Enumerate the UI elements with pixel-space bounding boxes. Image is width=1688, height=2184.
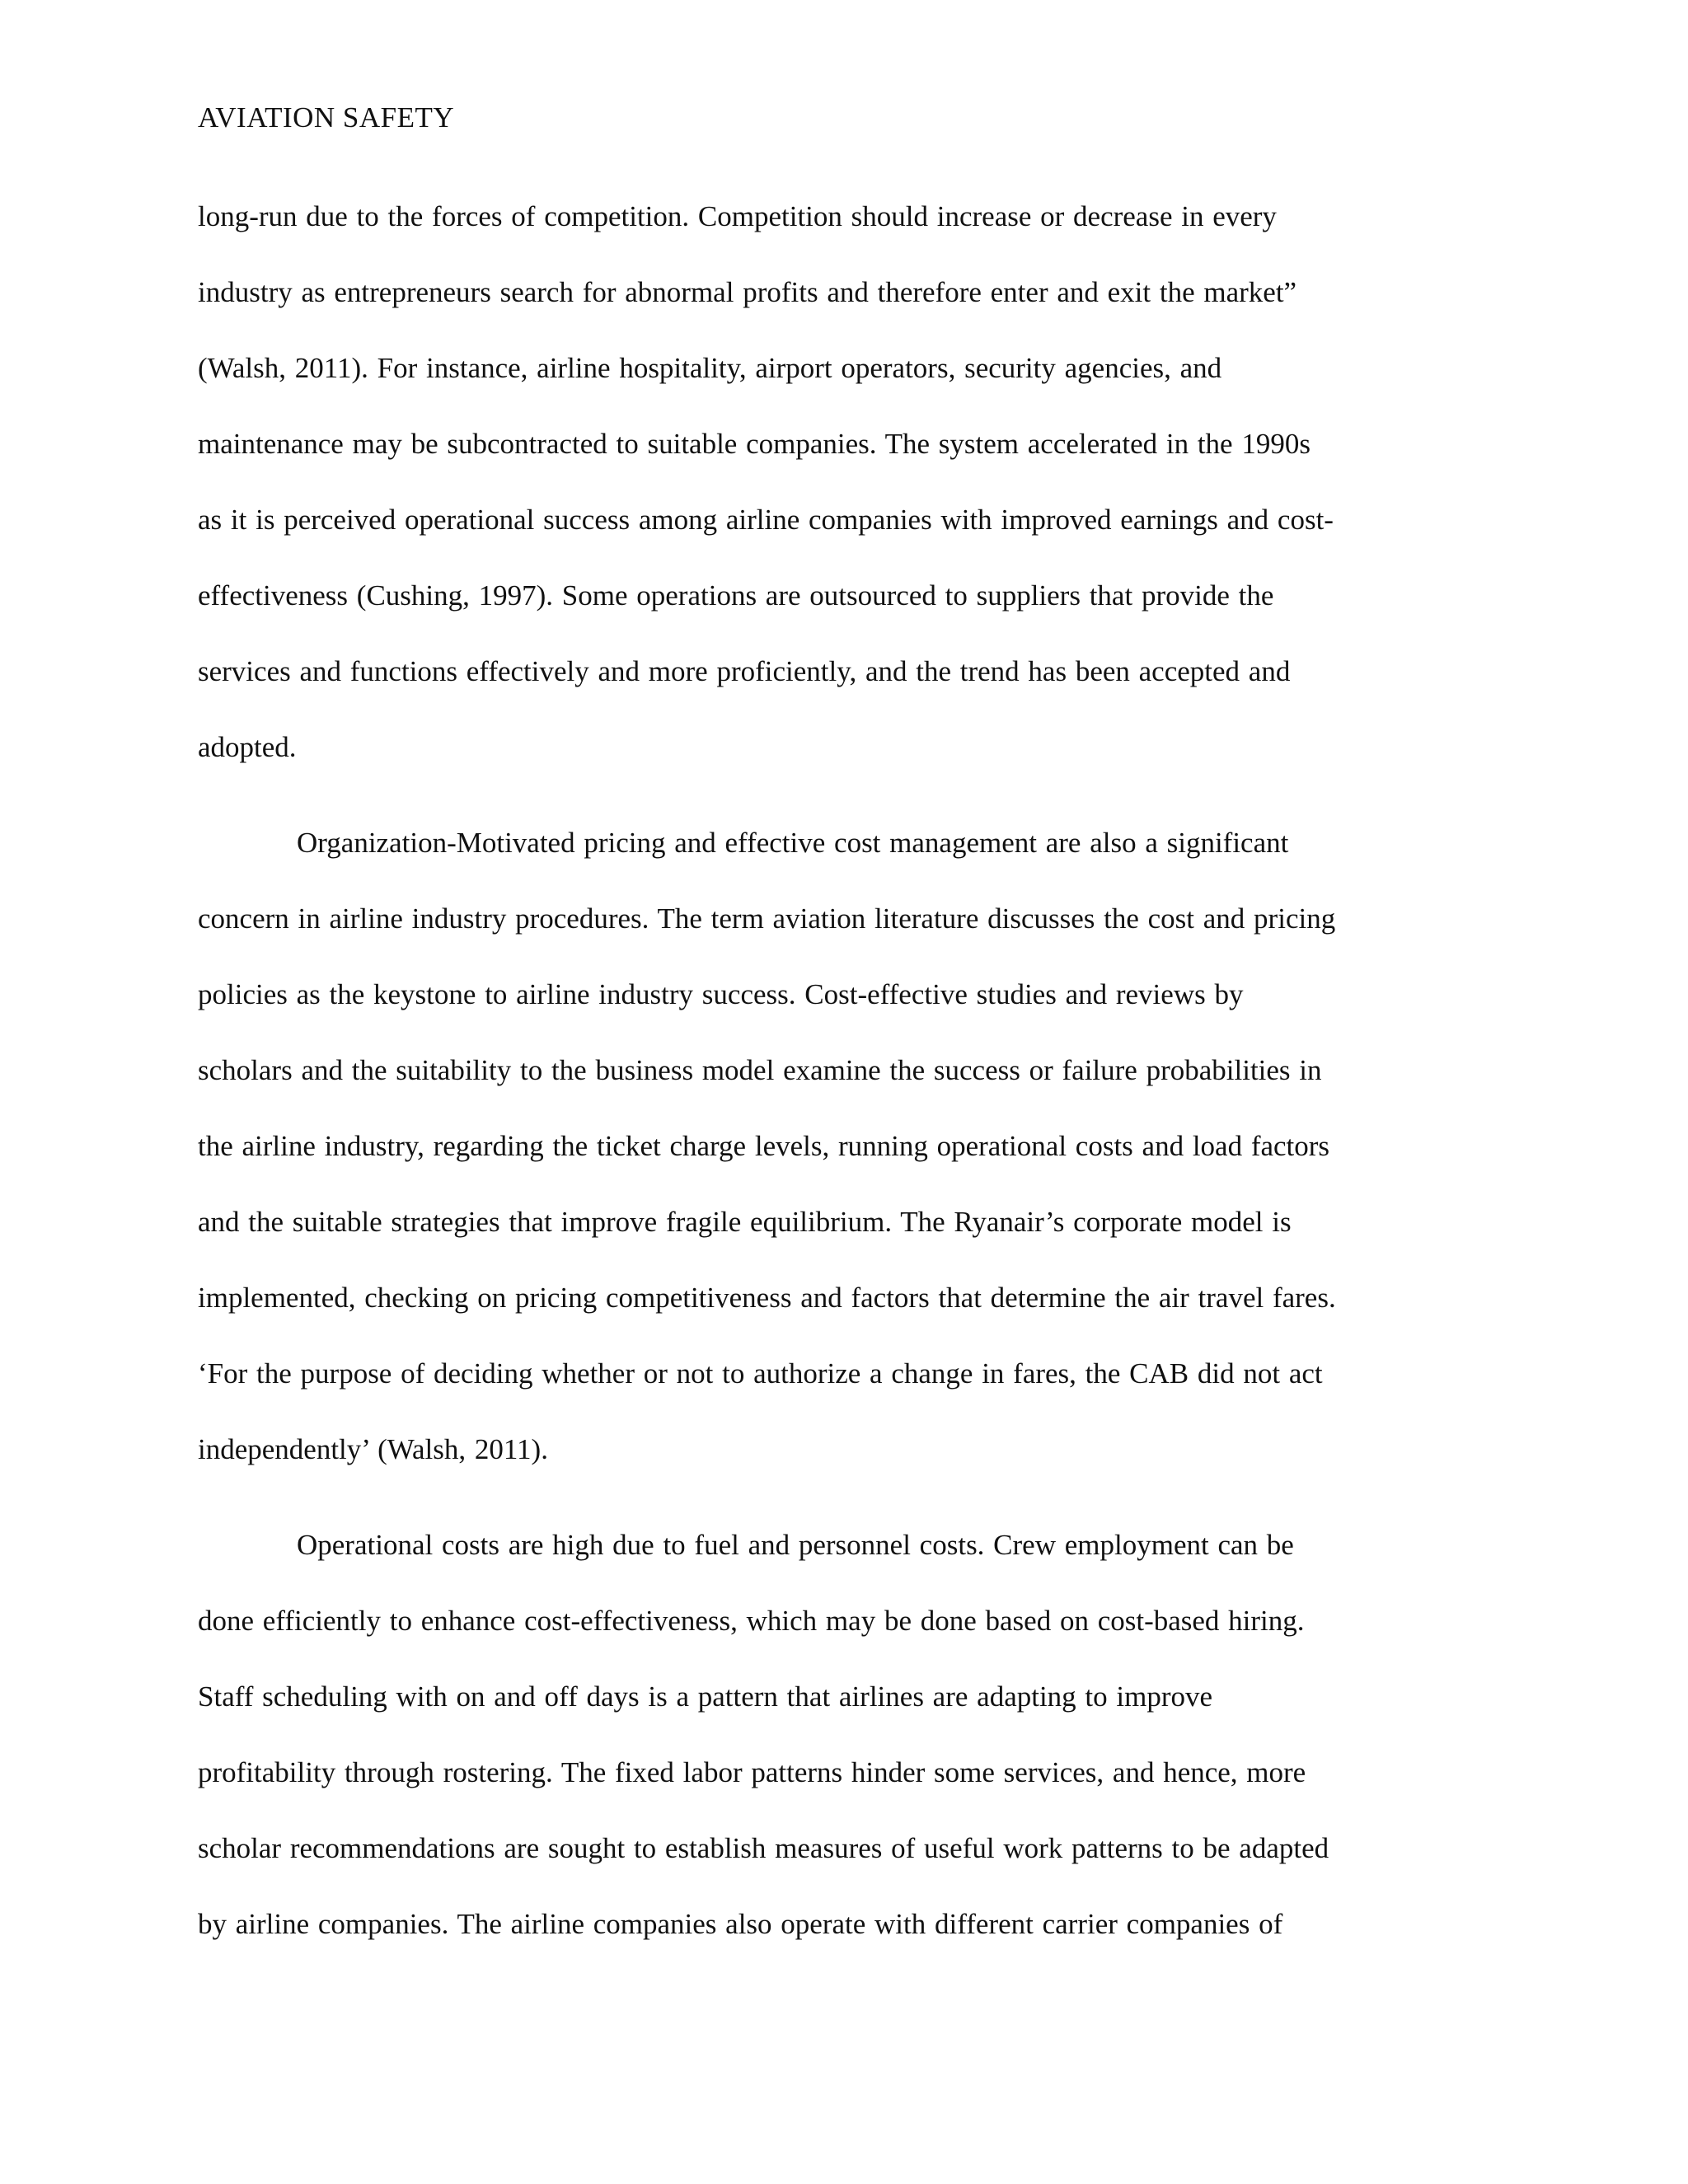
paragraph-line: by airline companies. The airline companies also operate with different carrier companies of <box>198 1908 1283 1940</box>
paragraph-line: adopted. <box>198 731 297 763</box>
paragraph-line: implemented, checking on pricing competitiveness and factors that determine the air travel fares. <box>198 1282 1336 1314</box>
paragraph-line: scholars and the suitability to the business model examine the success or failure probabilities in <box>198 1054 1322 1086</box>
running-head: AVIATION SAFETY <box>198 101 455 134</box>
paragraph-line: profitability through rostering. The fixed labor patterns hinder some services, and hence, more <box>198 1756 1306 1788</box>
paragraph-line: independently’ (Walsh, 2011). <box>198 1433 548 1465</box>
paragraph-line: policies as the keystone to airline industry success. Cost-effective studies and reviews by <box>198 978 1244 1010</box>
paragraph-line: as it is perceived operational success among airline companies with improved earnings and cost- <box>198 504 1334 536</box>
paragraph-line: and the suitable strategies that improve fragile equilibrium. The Ryanair’s corporate model is <box>198 1206 1292 1238</box>
paragraph-line: the airline industry, regarding the ticket charge levels, running operational costs and load factors <box>198 1130 1330 1162</box>
paragraph-line: maintenance may be subcontracted to suitable companies. The system accelerated in the 1990s <box>198 428 1311 460</box>
paragraph-line: ‘For the purpose of deciding whether or not to authorize a change in fares, the CAB did not act <box>198 1357 1323 1390</box>
paragraph-line: effectiveness (Cushing, 1997). Some operations are outsourced to suppliers that provide the <box>198 579 1274 612</box>
paragraph-line: services and functions effectively and more proficiently, and the trend has been accepted and <box>198 655 1291 687</box>
paragraph-line: done efficiently to enhance cost-effectiveness, which may be done based on cost-based hiring. <box>198 1605 1305 1637</box>
paragraph-line: industry as entrepreneurs search for abnormal profits and therefore enter and exit the market” <box>198 276 1297 308</box>
paragraph-line: concern in airline industry procedures. The term aviation literature discusses the cost and pricing <box>198 902 1336 935</box>
paragraph-line: Staff scheduling with on and off days is a pattern that airlines are adapting to improve <box>198 1680 1213 1713</box>
paragraph-line: (Walsh, 2011). For instance, airline hospitality, airport operators, security agencies, and <box>198 352 1222 384</box>
paragraph-line: scholar recommendations are sought to establish measures of useful work patterns to be adapted <box>198 1832 1329 1864</box>
paragraph-line: Organization-Motivated pricing and effective cost management are also a significant <box>297 827 1289 859</box>
paragraph-line: Operational costs are high due to fuel and personnel costs. Crew employment can be <box>297 1529 1294 1561</box>
paragraph-line: long-run due to the forces of competition. Competition should increase or decrease in every <box>198 200 1277 232</box>
